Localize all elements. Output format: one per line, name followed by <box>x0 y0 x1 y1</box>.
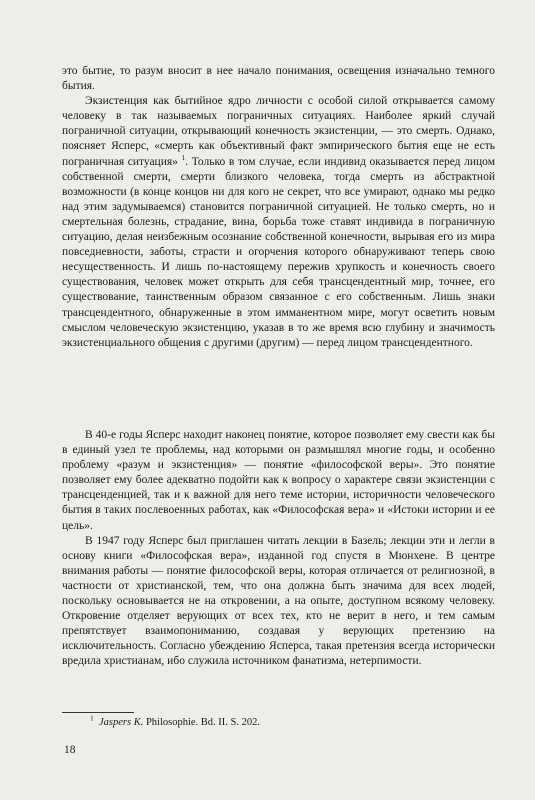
footnote-divider <box>62 712 134 713</box>
footnote-marker: 1 <box>90 713 94 723</box>
footnote-reference: 1 <box>181 152 186 162</box>
footnote-author: Jaspers K. <box>99 717 144 728</box>
footnote-citation: Philosophie. Bd. II. S. 202. <box>143 717 261 728</box>
paragraph-text: . Только в том случае, если индивид оказывается перед лицом собственной смерти, смерти близкого человека, тогда смерть из абстрактной возможности (в конце концов ни для кого не секрет, что все умирают, однако мы редко над этим задумываемся) становится пограничной ситуацией. Не только смерть, но и смертельная болезнь, страдание, вина, борьба тоже ставят индивида в пограничную ситуацию, делая неизбежным осознание собственной конечности, вырывая его из мира повседневности, заботы, страсти и огорчения которого обнаруживают теперь свою несущественность. И лишь по-настоящему пережив хрупкость и конечность своего существования, человек может открыть для себя трансцендентный мир, точнее, его существование, таинственным образом связанное с его собственным. Лишь знаки трансцендентного, обнаруженные в этом имманентном мире, могут осветить новым смыслом человеческую экзистенцию, указав в то же время всю глубину и значимость экзистенциального общения с другими (другим) — перед лицом трансцендентного. <box>62 155 495 349</box>
footnote <box>90 713 261 729</box>
paragraph-text: Экзистенция как бытийное ядро личности с особой силой открывается самому человеку в так называемых пограничных ситуациях. Наиболее яркий случай пограничной ситуации, открывающий конечность экзистенции, — это смерть. Однако, поясняет Ясперс, «смерть как объективный факт эмпирического бытия еще не есть пограничная ситуация» <box>62 95 495 168</box>
text-block-top <box>62 64 495 351</box>
text-block-bottom <box>62 428 495 670</box>
page-number: 18 <box>64 744 76 756</box>
paragraph-basel-lectures: В 1947 году Ясперс был приглашен читать лекции в Базель; лекции эти и легли в основу книги «Философская вера», изданной год спустя в Мюнхене. В центре внимания работы — понятие философской веры, которая отличается от религиозной, в частности от христианской, тем, что она должна быть значима для всех людей, поскольку основывается не на откровении, а на опыте, доступном всякому человеку. Откровение отделяет верующих от всех тех, кто не верит в него, и тем самым препятствует взаимопониманию, создавая у верующих претензию на исключительность. Согласно убеждению Ясперса, такая претензия всегда исторически вредила христианам, ибо служила источником фанатизма, нетерпимости. <box>62 534 495 668</box>
paragraph-continuation: это бытие, то разум вносит в нее начало понимания, освещения изначально темного бытия. <box>62 65 495 93</box>
paragraph-existence <box>62 94 495 351</box>
paragraph-philosophical-faith: В 40-е годы Ясперс находит наконец понятие, которое позволяет ему свести как бы в единый узел те проблемы, над которыми он размышлял многие годы, и особенно проблему «разум и экзистенция» — понятие «философской веры». Это понятие позволяет ему более адекватно подойти как к вопросу о характере связи экзистенции с трансценденцией, так и к важной для него теме истории, историчности человеческого бытия в таких послевоенных работах, как «Философская вера» и «Истоки истории и ее цель». <box>62 429 495 532</box>
